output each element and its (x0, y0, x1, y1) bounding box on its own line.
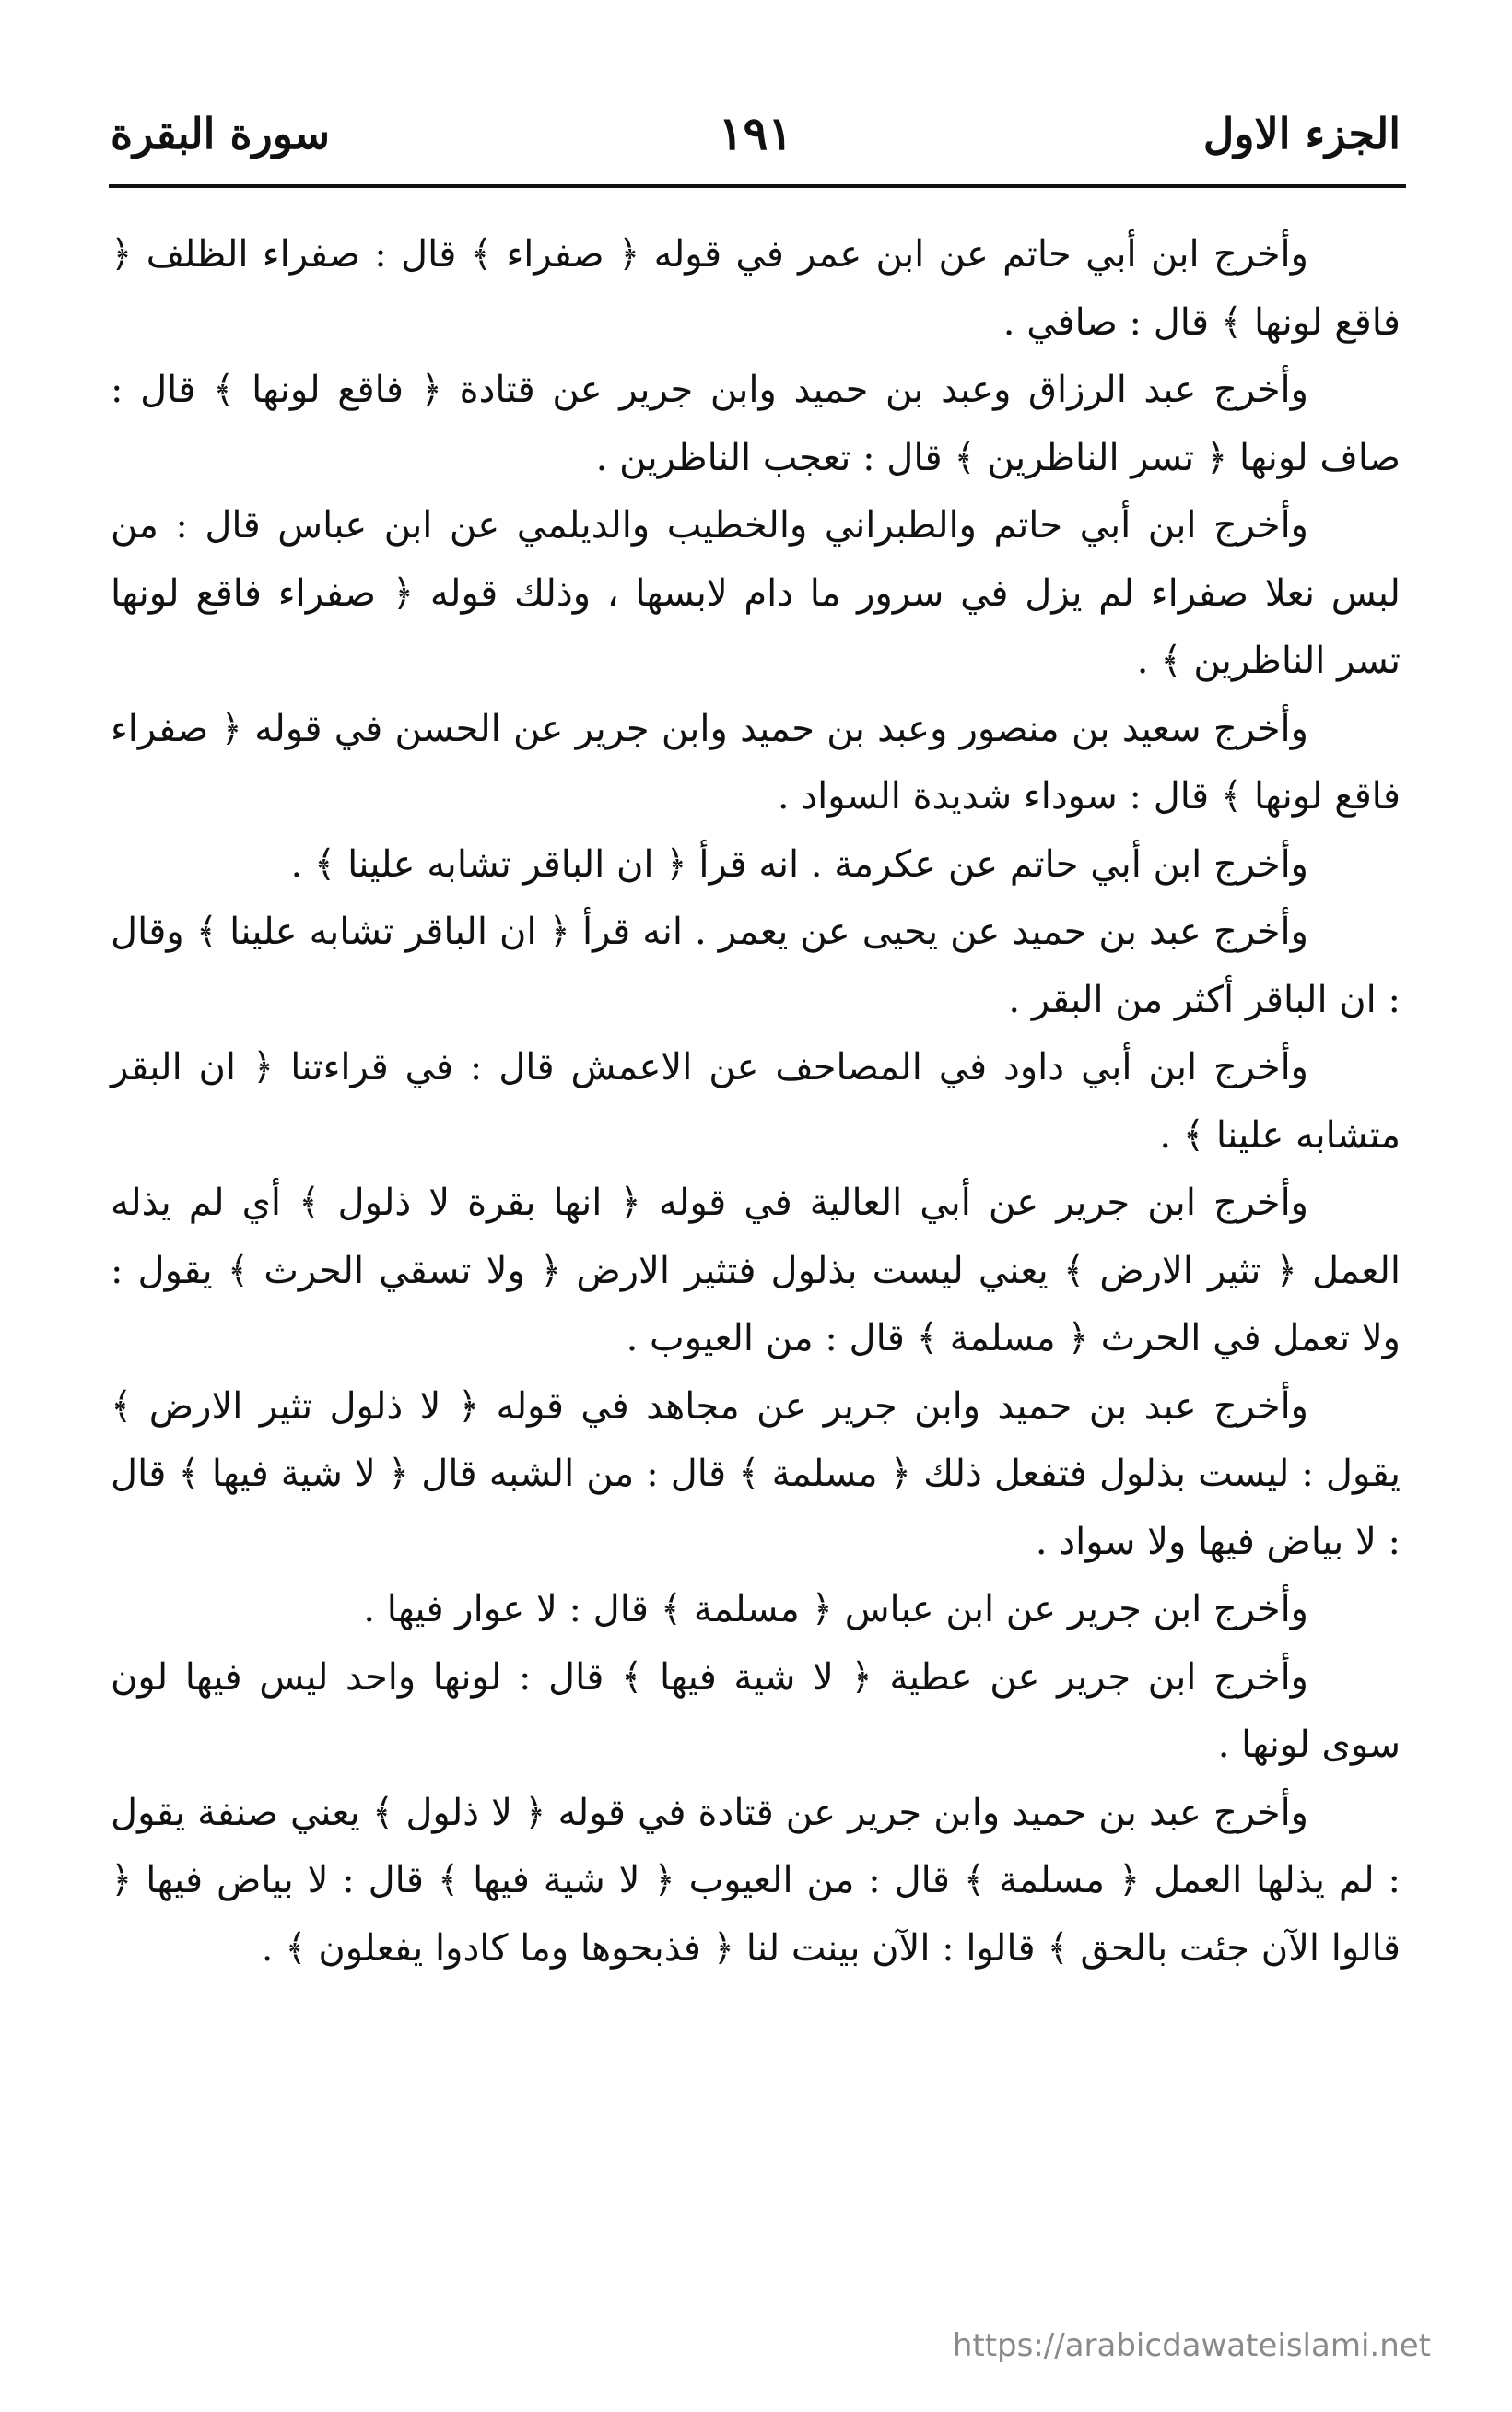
paragraph: وأخرج عبد بن حميد وابن جرير عن قتادة في قوله ﴿ لا ذلول ﴾ يعني صنفة يقول : لم يذلها العمل ﴿ مسلمة ﴾ قال : من العيوب ﴿ لا شية فيها ﴾ قال : لا بياض فيها ﴿ قالوا الآن جئت بالحق ﴾ قالوا : الآن بينت لنا ﴿ فذبحوها وما كادوا يفعلون ﴾ . (111, 1791, 1401, 1970)
surah-label: سورة البقرة (111, 109, 331, 159)
source-watermark-url: https://arabicdawateislami.net (952, 2327, 1431, 2364)
paragraph: وأخرج ابن أبي حاتم عن ابن عمر في قوله ﴿ صفراء ﴾ قال : صفراء الظلف ﴿ فاقع لونها ﴾ قال : صافي . (111, 233, 1401, 344)
paragraph: وأخرج ابن أبي حاتم عن عكرمة . انه قرأ ﴿ ان الباقر تشابه علينا ﴾ . (290, 842, 1308, 886)
page-body (111, 221, 1401, 1983)
juz-label: الجزء الاول (1202, 109, 1401, 159)
paragraph: وأخرج ابن أبي حاتم والطبراني والخطيب والديلمي عن ابن عباس قال : من لبس نعلا صفراء لم يزل في سرور ما دام لابسها ، وذلك قوله ﴿ صفراء فاقع لونها تسر الناظرين ﴾ . (111, 504, 1401, 682)
paragraph: وأخرج ابن جرير عن عطية ﴿ لا شية فيها ﴾ قال : لونها واحد ليس فيها لون سوى لونها . (111, 1655, 1401, 1766)
page-number: ١٩١ (718, 106, 793, 160)
paragraph: وأخرج سعيد بن منصور وعبد بن حميد وابن جرير عن الحسن في قوله ﴿ صفراء فاقع لونها ﴾ قال : سوداء شديدة السواد . (111, 707, 1401, 818)
paragraph: وأخرج عبد بن حميد عن يحيى عن يعمر . انه قرأ ﴿ ان الباقر تشابه علينا ﴾ وقال : ان الباقر أكثر من البقر . (111, 911, 1401, 1021)
paragraph: وأخرج ابن أبي داود في المصاحف عن الاعمش قال : في قراءتنا ﴿ ان البقر متشابه علينا ﴾ . (111, 1046, 1401, 1157)
paragraph: وأخرج عبد الرزاق وعبد بن حميد وابن جرير عن قتادة ﴿ فاقع لونها ﴾ قال : صاف لونها ﴿ تسر الناظرين ﴾ قال : تعجب الناظرين . (111, 369, 1401, 479)
running-head (111, 92, 1401, 175)
paragraph: وأخرج عبد بن حميد وابن جرير عن مجاهد في قوله ﴿ لا ذلول تثير الارض ﴾ يقول : ليست بذلول فتفعل ذلك ﴿ مسلمة ﴾ قال : من الشبه قال ﴿ لا شية فيها ﴾ قال : لا بياض فيها ولا سواد . (111, 1384, 1401, 1563)
paragraph: وأخرج ابن جرير عن ابن عباس ﴿ مسلمة ﴾ قال : لا عوار فيها . (363, 1588, 1308, 1630)
header-divider (109, 184, 1406, 188)
paragraph: وأخرج ابن جرير عن أبي العالية في قوله ﴿ انها بقرة لا ذلول ﴾ أي لم يذله العمل ﴿ تثير الارض ﴾ يعني ليست بذلول فتثير الارض ﴿ ولا تسقي الحرث ﴾ يقول : ولا تعمل في الحرث ﴿ مسلمة ﴾ قال : من العيوب . (111, 1182, 1401, 1359)
